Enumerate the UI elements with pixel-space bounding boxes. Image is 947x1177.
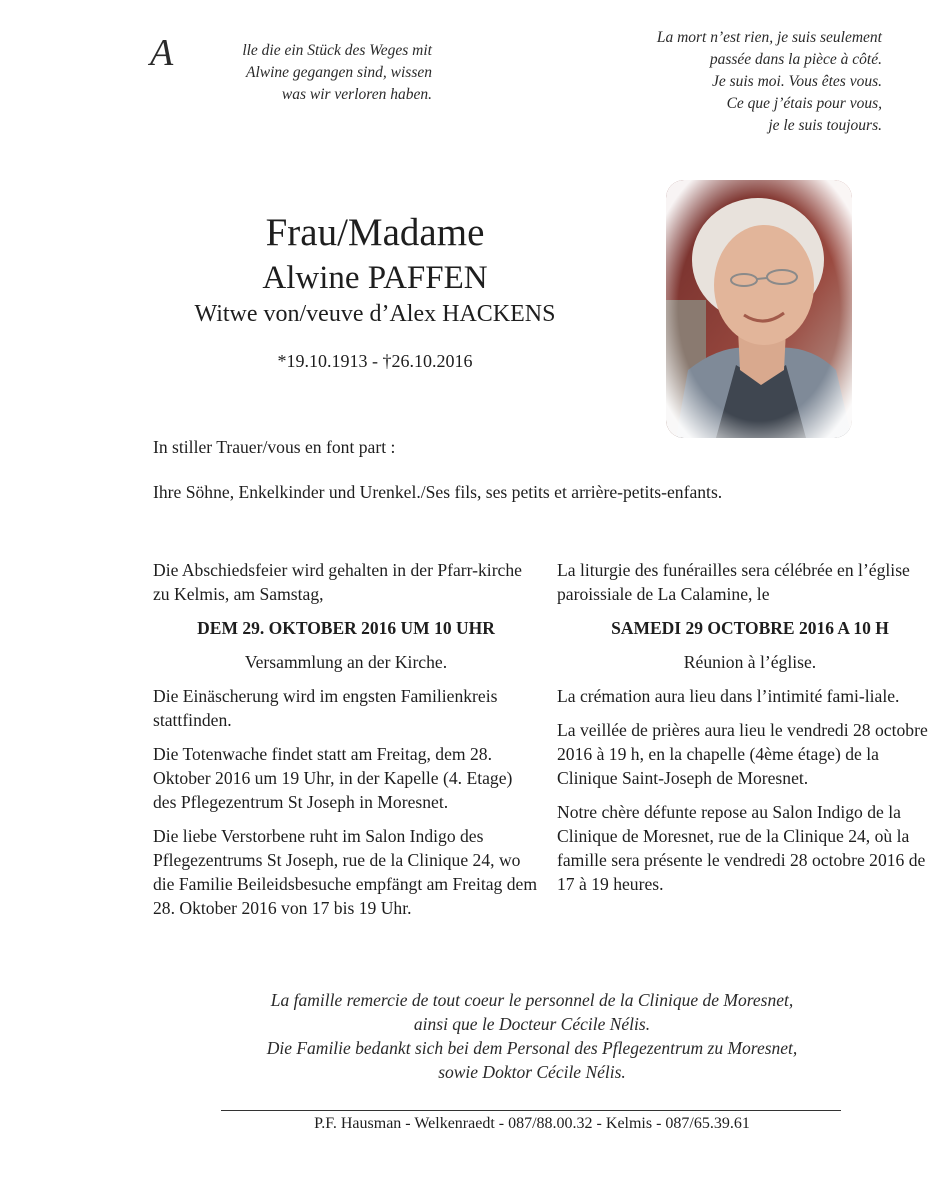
deceased-header	[150, 208, 600, 372]
ceremony-date: DEM 29. OKTOBER 2016 UM 10 UHR	[197, 618, 495, 638]
resting-text: Die liebe Verstorbene ruht im Salon Indigo des Pflegezentrums St Joseph, rue de la Clinique 24, wo die Familie Beileidsbesuche empfängt am Freitag dem 28. Oktober 2016 von 17 bis 19 Uhr.	[153, 826, 538, 918]
resting-text: Notre chère défunte repose au Salon Indigo de la Clinique de Moresnet, rue de la Clinique 24, où la famille sera présente le vendredi 28 octobre 2016 de 17 à 19 heures.	[557, 802, 926, 894]
quote-french-line: passée dans la pièce à côté.	[709, 51, 882, 68]
french-column	[557, 558, 943, 906]
dropcap: A	[150, 32, 174, 74]
quote-german-line: Alwine gegangen sind, wissen	[246, 64, 432, 81]
gathering-text: Versammlung an der Kirche.	[244, 652, 448, 672]
ceremony-date: SAMEDI 29 OCTOBRE 2016 A 10 H	[611, 618, 889, 638]
wake-text: La veillée de prières aura lieu le vendredi 28 octobre 2016 à 19 h, en la chapelle (4ème étage) de la Clinique Saint-Joseph de Moresnet.	[557, 720, 928, 788]
wake-text: Die Totenwache findet statt am Freitag, dem 28. Oktober 2016 um 19 Uhr, in der Kapelle (4. Etage) des Pflegezentrum St Joseph in Moresnet.	[153, 744, 513, 812]
thanks-line: Die Familie bedankt sich bei dem Personal des Pflegezentrum zu Moresnet,	[266, 1038, 798, 1058]
gathering-text: Réunion à l’église.	[683, 652, 817, 672]
thanks-line: La famille remercie de tout coeur le personnel de la Clinique de Moresnet,	[270, 990, 794, 1010]
ceremony-text: La liturgie des funérailles sera célébrée en l’église paroissiale de La Calamine, le	[557, 560, 910, 604]
quote-german	[150, 32, 432, 106]
quote-french-line: je le suis toujours.	[768, 117, 882, 134]
quote-french-line: La mort n’est rien, je suis seulement	[656, 29, 882, 46]
funeral-home-footer: P.F. Hausman - Welkenraedt - 087/88.00.32 - Kelmis - 087/65.39.61	[314, 1115, 750, 1132]
footer-divider	[221, 1110, 841, 1111]
quote-french-line: Je suis moi. Vous êtes vous.	[711, 73, 882, 90]
salutation: Frau/Madame	[265, 211, 485, 254]
widow-line: Witwe von/veuve d’Alex HACKENS	[194, 301, 556, 327]
cremation-text: Die Einäscherung wird im engsten Familienkreis stattfinden.	[153, 686, 498, 730]
quote-german-line: was wir verloren haben.	[281, 86, 432, 103]
thanks-line: ainsi que le Docteur Cécile Nélis.	[413, 1014, 651, 1034]
deceased-name: Alwine PAFFEN	[262, 260, 488, 296]
life-dates: *19.10.1913 - †26.10.2016	[277, 351, 473, 371]
quote-french-line: Ce que j’étais pour vous,	[726, 95, 882, 112]
thanks-line: sowie Doktor Cécile Nélis.	[438, 1062, 626, 1082]
intro-line: In stiller Trauer/vous en font part :	[153, 437, 396, 457]
german-column	[153, 558, 539, 930]
portrait-photo	[666, 180, 852, 438]
ceremony-text: Die Abschiedsfeier wird gehalten in der Pfarr-kirche zu Kelmis, am Samstag,	[153, 560, 522, 604]
thanks-block	[150, 988, 914, 1084]
quote-french	[560, 27, 882, 137]
cremation-text: La crémation aura lieu dans l’intimité fami-liale.	[557, 686, 900, 706]
quote-german-line: lle die ein Stück des Weges mit	[242, 42, 432, 59]
family-line: Ihre Söhne, Enkelkinder und Urenkel./Ses fils, ses petits et arrière-petits-enfants.	[153, 482, 723, 502]
